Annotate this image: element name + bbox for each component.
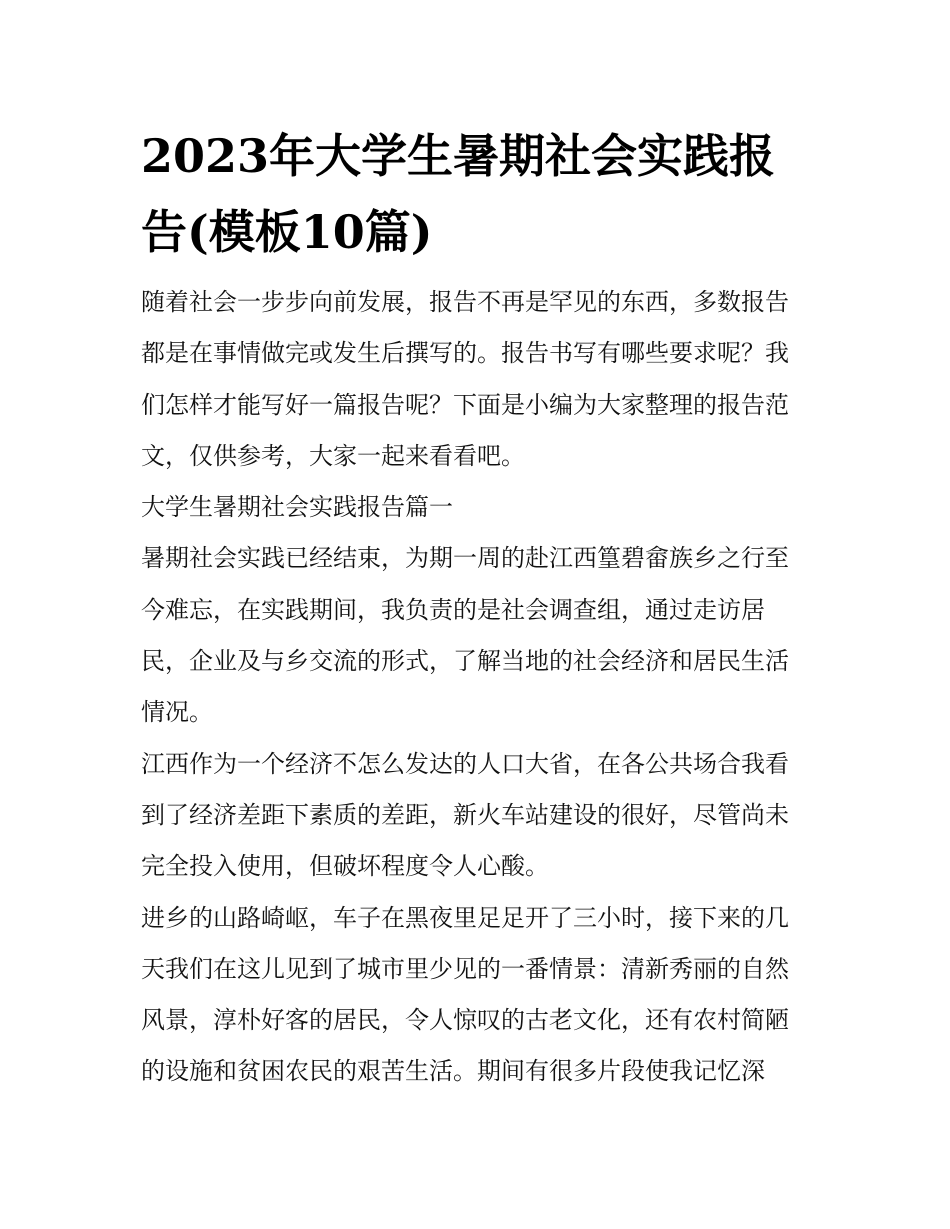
- body-line: 民，企业及与乡交流的形式，了解当地的社会经济和居民生活: [141, 647, 789, 676]
- title-line: 告(模板10篇): [141, 205, 433, 259]
- body-line: 天我们在这儿见到了城市里少见的一番情景：清新秀丽的自然: [141, 954, 789, 983]
- body-line: 情况。: [141, 698, 213, 727]
- document-title: [141, 118, 821, 270]
- body-line: 进乡的山路崎岖，车子在黑夜里足足开了三小时，接下来的几: [141, 903, 789, 932]
- body-line: 今难忘，在实践期间，我负责的是社会调查组，通过走访居: [141, 595, 765, 624]
- body-line: 都是在事情做完或发生后撰写的。报告书写有哪些要求呢？我: [141, 339, 789, 368]
- section-heading: 大学生暑期社会实践报告篇一: [141, 493, 453, 522]
- body-line: 到了经济差距下素质的差距，新火车站建设的很好，尽管尚未: [141, 800, 789, 829]
- body-line: 们怎样才能写好一篇报告呢？下面是小编为大家整理的报告范: [141, 390, 789, 419]
- body-line: 江西作为一个经济不怎么发达的人口大省，在各公共场合我看: [141, 749, 789, 778]
- body-line: 完全投入使用，但破坏程度令人心酸。: [141, 852, 549, 881]
- body-line: 的设施和贫困农民的艰苦生活。期间有很多片段使我记忆深: [141, 1057, 765, 1086]
- title-line: 2023年大学生暑期社会实践报: [141, 129, 776, 183]
- body-line: 文，仅供参考，大家一起来看看吧。: [141, 441, 525, 470]
- body-line: 暑期社会实践已经结束，为期一周的赴江西篁碧畲族乡之行至: [141, 544, 789, 573]
- document-body: [141, 277, 821, 1098]
- body-line: 随着社会一步步向前发展，报告不再是罕见的东西，多数报告: [141, 288, 789, 316]
- body-line: 风景，淳朴好客的居民，令人惊叹的古老文化，还有农村简陋: [141, 1006, 789, 1035]
